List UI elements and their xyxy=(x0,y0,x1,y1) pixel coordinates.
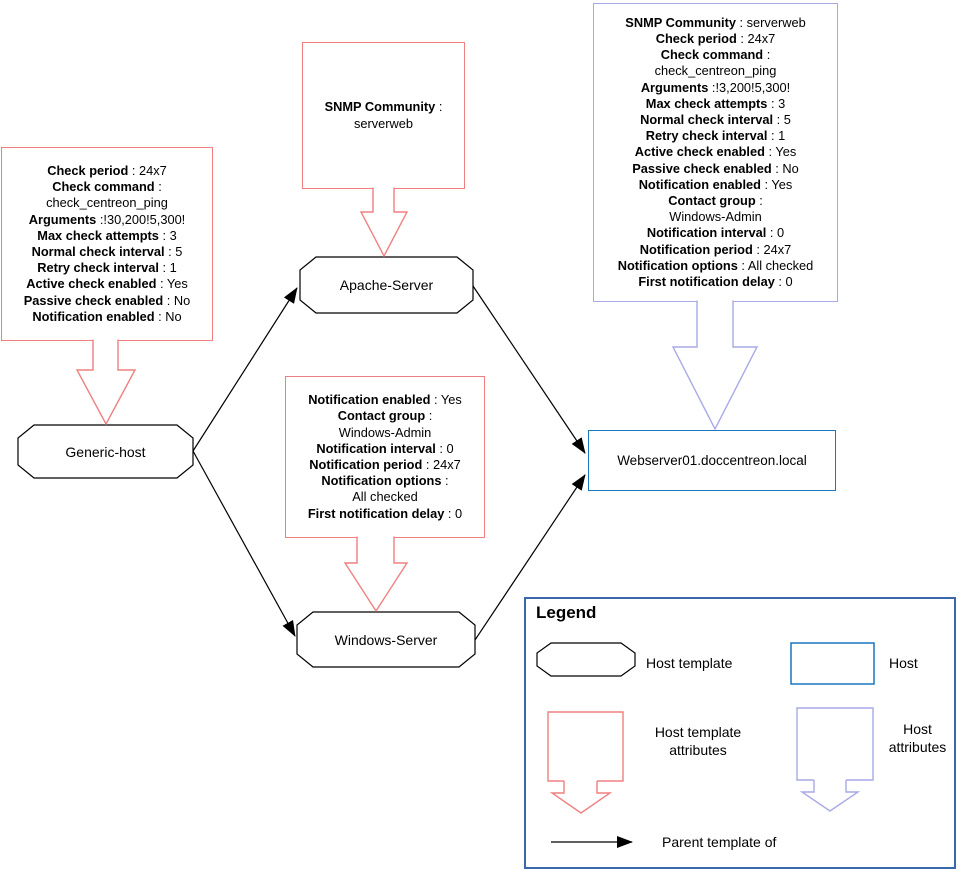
windows-notification-attributes-box: Notification enabled : Yes Contact group : Windows-Admin Notification interval : 0 Notification period : 24x7 Notification options : All checked First notification delay : 0 xyxy=(285,376,485,538)
webserver-host-label: Webserver01.doccentreon.local xyxy=(617,453,807,468)
legend-host-template-attributes-label: Host template attributes xyxy=(654,724,742,758)
edge-apache-to-webserver xyxy=(473,286,585,453)
webserver-attributes-arrow xyxy=(673,301,757,430)
legend-title: Legend xyxy=(536,603,597,622)
apache-server-node: Apache-Server xyxy=(339,277,434,293)
edge-generic-to-apache xyxy=(193,288,297,451)
windows-attributes-arrow xyxy=(345,537,407,612)
legend-template-attributes-arrow-shape xyxy=(552,781,610,813)
webserver-host-attributes-box: SNMP Community : serverweb Check period : 24x7 Check command : check_centreon_ping Arguments :!3,200!5,300! Max check attempts : 3 Normal check interval : 5 Retry check interval : 1 Active check enabled : Yes Passive check enabled : No Notification enabled : Yes Contact group : Windows-Admin Notification interval : 0 Notification period : 24x7 Notification options : All checked First notification delay : 0 xyxy=(593,3,838,302)
edge-generic-to-windows xyxy=(193,451,295,636)
legend-host-attributes-box-shape xyxy=(797,708,873,780)
legend-host-attributes-arrow-shape xyxy=(802,780,858,811)
legend-host-attributes-label: Host attributes xyxy=(888,721,947,755)
edge-windows-to-webserver xyxy=(475,475,585,640)
generic-host-node: Generic-host xyxy=(65,443,146,460)
legend-host-template-label: Host template xyxy=(646,655,733,671)
legend-host-label: Host xyxy=(889,655,918,671)
windows-server-node: Windows-Server xyxy=(334,631,438,648)
generic-attributes-arrow xyxy=(77,340,135,425)
apache-snmp-attributes-box: SNMP Community : serverweb xyxy=(302,42,465,189)
generic-host-template-attributes-box: Check period : 24x7 Check command : check_centreon_ping Arguments :!30,200!5,300! Max check attempts : 3 Normal check interval : 5 Retry check interval : 1 Active check enabled : Yes Passive check enabled : No Notification enabled : No xyxy=(1,147,213,341)
legend-template-attributes-box-shape xyxy=(548,712,623,781)
legend-host-shape xyxy=(791,643,874,684)
legend-parent-template-label: Parent template of xyxy=(662,834,777,850)
legend-host-template-shape xyxy=(537,643,635,676)
apache-attributes-arrow xyxy=(361,188,407,257)
